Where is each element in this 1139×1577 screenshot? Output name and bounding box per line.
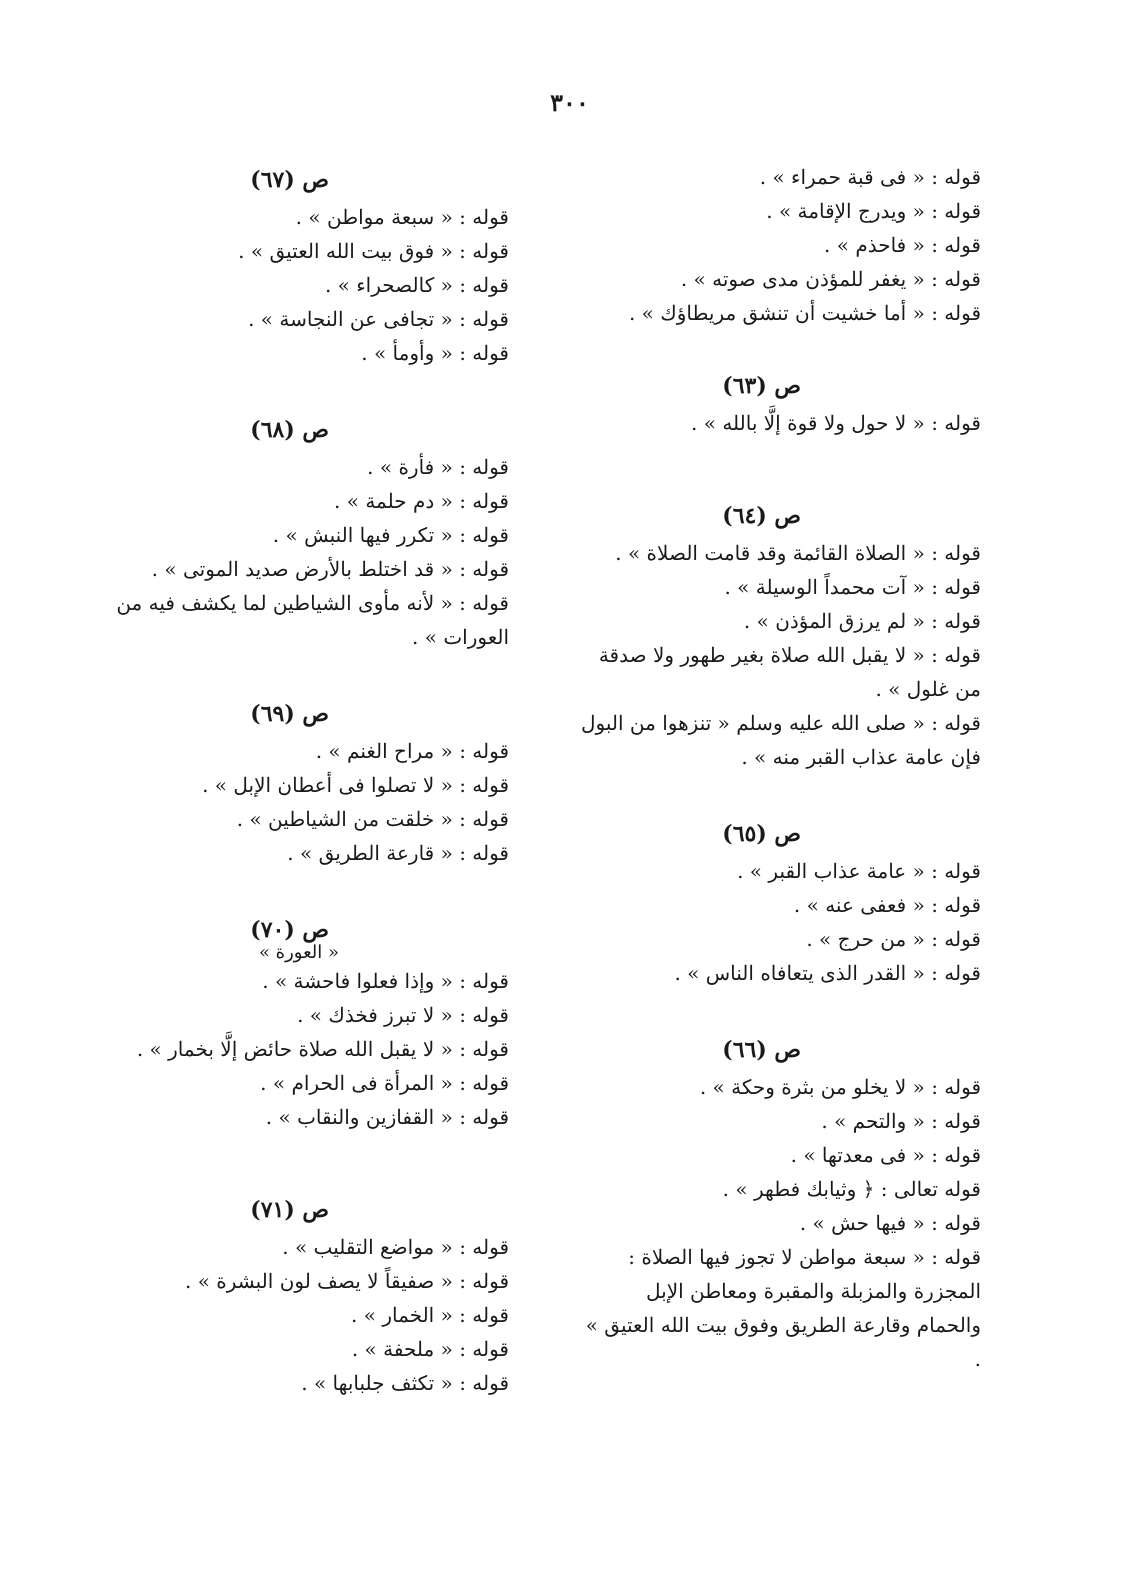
- entry-line: قوله : « كالصحراء » .: [324, 273, 509, 297]
- entry-line: قوله : « قد اختلط بالأرض صديد الموتى » .: [151, 557, 509, 581]
- section-heading: ص (٦٨): [250, 417, 329, 443]
- entry-line: قوله : « صلى الله عليه وسلم « تنزهوا من البول فإن عامة عذاب القبر منه » .: [581, 711, 981, 769]
- section-heading: ص (٦٥): [722, 821, 801, 847]
- entry-line: قوله : « لأنه مأوى الشياطين لما يكشف فيه من العورات » .: [116, 591, 509, 649]
- entry-line: قوله تعالى : ﴿ وثيابك فطهر » .: [722, 1177, 981, 1201]
- entry-line: قوله : « لا حول ولا قوة إلَّا بالله » .: [691, 411, 981, 435]
- entry-line: قوله : « من حرج » .: [806, 927, 981, 951]
- section-heading: ص (٦٧): [250, 167, 329, 193]
- section-70: [114, 910, 509, 1134]
- section-heading: ص (٦٣): [722, 373, 801, 399]
- entry-line: قوله : « وأومأ » .: [361, 341, 509, 365]
- entry-line: قوله : « لم يرزق المؤذن » .: [743, 609, 981, 633]
- entry-line: قوله : « ويدرج الإقامة » .: [766, 199, 981, 223]
- entry-line: قوله : « فأرة » .: [367, 455, 509, 479]
- entry-line: قوله : « القدر الذى يتعافاه الناس » .: [674, 961, 981, 985]
- entry-line: قوله : « مواضع التقليب » .: [282, 1235, 509, 1259]
- entry-line: قوله : « سبعة مواطن » .: [295, 205, 509, 229]
- section-66: [581, 1030, 981, 1376]
- section-heading: ص (٧١): [250, 1197, 329, 1223]
- entry-line: قوله : « لا يخلو من بثرة وحكة » .: [699, 1075, 981, 1099]
- entry-line: قوله : « ملحفة » .: [351, 1337, 509, 1361]
- entry-line: قوله : « صفيقاً لا يصف لون البشرة » .: [184, 1269, 509, 1293]
- entry-line: قوله : « تكثف جلبابها » .: [301, 1371, 509, 1395]
- section-67: [114, 160, 509, 370]
- entry-line: قوله : « المرأة فى الحرام » .: [260, 1071, 509, 1095]
- entry-line: قوله : « لا يقبل الله صلاة بغير طهور ولا صدقة من غلول » .: [598, 643, 981, 701]
- entry-line: قوله : « الخمار » .: [351, 1303, 509, 1327]
- entry-line: قوله : « تجافى عن النجاسة » .: [248, 307, 509, 331]
- entry-line: قوله : « لا تصلوا فى أعطان الإبل » .: [202, 773, 509, 797]
- entry-line: قوله : « تكرر فيها النبش » .: [272, 523, 509, 547]
- section-69: [114, 694, 509, 870]
- entry-line: قوله : « أما خشيت أن تنشق مريطاؤك » .: [628, 301, 981, 325]
- entry-line: قوله : « فى قبة حمراء » .: [759, 165, 981, 189]
- section-heading: ص (٦٦): [722, 1037, 801, 1063]
- entry-line: قوله : « فاحذم » .: [824, 233, 981, 257]
- entry-line: قوله : « وإذا فعلوا فاحشة » .: [262, 969, 509, 993]
- entry-line: قوله : « يغفر للمؤذن مدى صوته » .: [680, 267, 981, 291]
- page-number: ٣٠٠: [550, 88, 589, 117]
- section-68: [114, 410, 509, 654]
- entry-line: قوله : « فى معدتها » .: [790, 1143, 981, 1167]
- entry-line: قوله : « خلقت من الشياطين » .: [236, 807, 509, 831]
- entry-line: قوله : « فعفى عنه » .: [793, 893, 981, 917]
- entry-line: قوله : « فوق بيت الله العتيق » .: [238, 239, 509, 263]
- section-heading: ص (٦٤): [722, 503, 801, 529]
- entry-line: قوله : « آت محمداً الوسيلة » .: [724, 575, 981, 599]
- left-column: [114, 160, 509, 1400]
- entry-line: قوله : « القفازين والنقاب » .: [265, 1105, 509, 1129]
- section-64: [581, 496, 981, 774]
- entry-line: قوله : « والتحم » .: [821, 1109, 981, 1133]
- section-heading: ص (٦٩): [250, 701, 329, 727]
- section-heading: ص (٧٠): [250, 917, 329, 943]
- entry-line: قوله : « سبعة مواطن لا تجوز فيها الصلاة : المجزرة والمزبلة والمقبرة ومعاطن الإبل والحمام وقارعة الطريق وفوق بيت الله العتيق » .: [585, 1245, 981, 1371]
- entry-line: قوله : « عامة عذاب القبر » .: [737, 859, 981, 883]
- right-column: [581, 160, 981, 1376]
- entry-line: قوله : « دم حلمة » .: [334, 489, 509, 513]
- entry-line: قوله : « مراح الغنم » .: [315, 739, 509, 763]
- entry-line: قوله : « قارعة الطريق » .: [287, 841, 509, 865]
- section-subnote: « العورة »: [258, 942, 339, 963]
- section-63: [581, 366, 981, 440]
- entry-line: قوله : « لا يقبل الله صلاة حائض إلَّا بخمار » .: [136, 1037, 509, 1061]
- section-continued: [581, 160, 981, 330]
- section-65: [581, 814, 981, 990]
- section-71: [114, 1190, 509, 1400]
- entry-line: قوله : « الصلاة القائمة وقد قامت الصلاة » .: [615, 541, 981, 565]
- entry-line: قوله : « لا تبرز فخذك » .: [297, 1003, 509, 1027]
- entry-line: قوله : « فيها حش » .: [799, 1211, 981, 1235]
